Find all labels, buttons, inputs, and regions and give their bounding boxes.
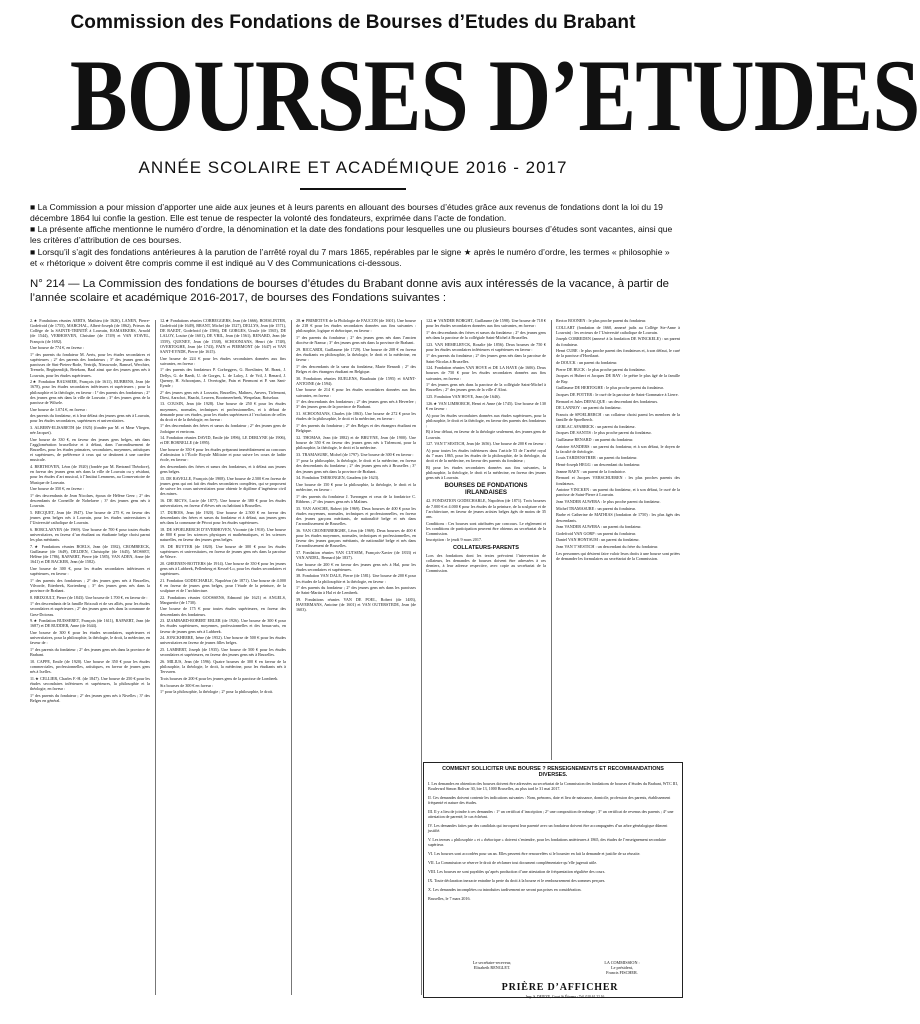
foundation-entry: 15. DE RAVELLE, François (de 1908). Une bourse de 2.500 € en faveur de jeunes gens qui ont fait des études secondaires complètes, qui se proposent de suivre les cours universitaires pour obtenir le diplôme d’ingénieur civil des mines.: [160, 475, 286, 497]
foundation-entry: X. Les demandes incomplètes ou introduites tardivement ne seront pas prises en considération.: [428, 886, 582, 892]
foundation-entry: 36. VAN CRONENBERGHE, Léon (de 1969). Deux bourses de 400 € pour les études moyennes, normales, techniques et professionnelles, en faveur des jeunes garçons méritants, de nationalité belge et nés dans l’arrondissement de Bruxelles.: [296, 527, 416, 549]
signature-president: [577, 960, 667, 975]
foundation-entry: 32. THOMAS, Jean (de 1882) et de BRUYNE, Jean (de 1900). Une bourse de 350 € en faveur des jeunes gens nés à Tirlemont, pour la philosophie, la théologie, le droit et la médecine.: [296, 434, 416, 450]
foundation-entry: 1° des parents du fondateur ; 2° des jeunes gens nés dans la paroisse de Saint-Nicolas à Bruxelles.: [426, 353, 546, 364]
foundation-entry: 1° des parents du fondateur J. Tserongen et ceux de la fondatrice C. Ribbens ; 2° des jeunes gens nés à Malines.: [296, 493, 416, 504]
foundation-entry: 17. DUBOIS, Jean (de 1920). Une bourse de 2.500 € en faveur des descendants des frères et sœurs du fondateur et à défaut, aux jeunes gens nés dans la commune de Pécrot pour les études supérieures.: [160, 509, 286, 526]
foundation-entry: IV. Les demandes faites par des candidats qui invoquent leur parenté avec un fondateur doivent être accompagnées d’un arbre généalogique dûment justifié.: [428, 822, 668, 833]
foundation-entry: Pierre DE BUCK : le plus proche parent du fondateur.: [556, 366, 646, 372]
foundation-entry: 2★ Fondation BAUSSIER, François (de 1611), RUBBENS, Jean (de 1678), pour les études secondaires inférieures et supérieures ; pour la philosophie et la théologie, en faveur : 1° des parents des fondateurs ; 2° des jeunes gens nés dans la ville de Louvain ; 3° des jeunes gens de la paroisse de Wilsele.: [30, 379, 150, 405]
foundation-entry: Francis de SPOELBERCH : un collateur choisi parmi les membres de la famille de Spoelberch.: [556, 411, 680, 422]
foundation-entry: A) pour toutes les études inférieures dans l’article 53 de l’arrêté royal du 7 mars 1865, pour les études de la philosophie, de la théologie, du droit et de la médecine, en faveur des parents du fondateur ;: [426, 447, 546, 464]
foundation-entry: Une bourse de 200 € en faveur des jeunes gens nés à Hal, pour les études secondaires et supérieures.: [296, 561, 416, 572]
foundation-entry: Bernard et Jules DEFALQUE : un descendant des fondateurs.: [556, 398, 659, 404]
foundation-entry: COLLART (fondation de 1660, annexé jadis au Collège Ste-Anne à Louvain) : les recteurs de l’Université catholique de Louvain.: [556, 324, 680, 335]
intro-paragraph-contents: ■ La présente affiche mentionne le numéro d’ordre, la dénomination et la date des fondations pour lesquelles une ou plusieurs bourses d’études sont vacantes, ainsi que les critères d’attribution de ces bourses.: [30, 224, 673, 245]
foundation-entry: 26. MILIUS, Jean (de 1596). Quatre bourses de 300 € en faveur de la philosophie, la théologie, le droit, la médecine, pour les étudiants nés à Tervuren.: [160, 658, 286, 675]
foundation-entry: Une bourse de 150 € pour la philosophie, la théologie, le droit et la médecine, en faveur :: [296, 481, 416, 493]
intro-paragraph-terms: ■ Lorsqu’il s’agit des fondations antérieures à la parution de l’arrêté royal du 7 mars 1865, repérables par le signe ★ après le numéro d’ordre, les termes « philosophie » et « rhétorique » doivent être compris comme il est indiqué au V des Communications ci-dessous.: [30, 247, 670, 268]
please-post-notice: PRIÈRE D’AFFICHER: [501, 982, 619, 993]
foundation-entry: Une bourse de 330 €, en faveur des jeunes gens belges, nés dans l’agglomération bruxelloise et à défaut, dans l’arrondissement de Bruxelles, pour les études primaires, secondaires, moyennes, artistiques et supérieures, de préférence à ceux qui se destinent à une carrière musicale.: [30, 436, 150, 463]
secretary-name: Elisabeth RENGLET.: [473, 965, 511, 970]
foundation-entry: Daniel VAN HONTSUM : un parent du fondateur.: [556, 537, 640, 543]
foundation-entry: 1° des descendants de Jean Nicolaes, époux de Hélène Geez ; 2° des descendants de Corneille de Nobelaere ; 3° des jeunes gens nés à Louvain.: [30, 492, 150, 509]
foundation-entry: Guillaume DE HERTOGHE : le plus proche parent du fondateur.: [556, 385, 664, 391]
foundation-entry: Barbe et Catherine de MATHIAS (fondation de 1750) : les plus âgés des descendants.: [556, 512, 680, 523]
foundation-entry: 1° des parents du fondateur ; 2° des jeunes gens nés à Nivelles ; 3° des Belges en général.: [30, 692, 150, 703]
foundation-entry: II. Ces demandes doivent contenir les indications suivantes : Nom, prénoms, date et lieu de naissance, domicile, profession des parents, établissement fréquenté et nature des études.: [428, 795, 671, 805]
foundation-entry: des parents du fondateur, et à leur défaut des jeunes gens nés à Louvain, pour les études secondaires, supérieures et universitaires.: [30, 413, 150, 424]
foundation-entry: 1° des parents du fondateur ; 2° des Belges et des étrangers étudiant en Belgique.: [296, 422, 416, 433]
foundation-entry: Six bourses de 300 € en faveur :: [160, 682, 214, 688]
foundation-entry: Jacques DE SANTIS : le plus proche parent du fondateur.: [556, 430, 652, 436]
academic-year-subtitle: ANNÉE SCOLAIRE ET ACADÉMIQUE 2016 - 2017: [138, 158, 568, 177]
foundation-entry: 30. Fondations réunies RUELENS, Baudouin (de 1595) et SAINT-ANTOINE (de 1594).: [296, 375, 416, 386]
foundation-entry: 124. Fondation réunies VAN HOVE et DE LA HAYE (de 1606). Deux bourses de 750 € pour les études secondaires données aux fins suivantes, en faveur :: [426, 365, 546, 381]
foundation-entry: 19. DE RUYTER (de 1820). Une bourse de 300 € pour les études supérieures et universitaires, en faveur de jeunes gens nés dans la paroisse de Wavre.: [160, 543, 286, 560]
foundation-entry: 122.★ VANDER BORGHT, Guillaume (de 1598). Une bourse de 718 € pour les études secondaires données aux fins suivantes, en faveur :: [426, 318, 546, 329]
foundation-entry: 1° des parents du fondateur ; 2° des jeunes gens nés dans la province de Brabant.: [30, 647, 150, 658]
column-separator: [155, 320, 156, 995]
foundation-entry: 1° pour la philosophie, la théologie ; 2° pour la philosophie, le droit.: [160, 689, 274, 695]
foundation-entry: 13. COUSIN, Jean (de 1928). Une bourse de 250 € pour les études moyennes, normales, techniques et professionnelles, et à défaut de demande pour ces études, pour les études supérieures à l’exclusion de celles du droit et de la théologie, en faveur :: [160, 401, 287, 422]
commission-label: LA COMMISSION :: [604, 960, 640, 965]
foundation-entry: Inscription : le jeudi 9 mars 2017.: [426, 537, 483, 543]
foundation-entry: VII. La Commission se réserve le droit de réclamer tout document complémentaire qu’elle jugerait utile.: [428, 859, 598, 865]
foundation-entry: Une bourse de 300 €, pour les études secondaires inférieures et supérieures, en faveur :: [30, 565, 150, 577]
foundation-entry: Louis TARDENSTRER : un parent du fondateur.: [556, 455, 638, 461]
foundation-entry: Conditions : Ces bourses sont attribuées par concours. Le règlement et les conditions de participation peuvent être obtenus au secrétariat de la Commission.: [426, 520, 546, 536]
foundation-entry: de DOUCK : un parent du fondateur.: [556, 360, 618, 366]
foundation-entry: 9.★ Fondation BUISSERET, François (de 1611), RAPAERT, Jean (de 1687) et DE RUDDER, Anne (de 1644).: [30, 618, 150, 629]
foundation-entry: 11.★ CELLIER, Charles F.-H. (de 1847). Une bourse de 250 € pour les études secondaires inférieures et supérieures, la philosophie et la théologie, en faveur :: [30, 675, 150, 692]
column-separator: [421, 320, 422, 995]
foundation-entry: 23. IZAMBARD-ROBERT ERLER (de 1926). Une bourse de 300 € pour les études supérieures, moyennes, professionnelles et des beaux-arts, en faveur de jeunes gens nés à Lubbeek.: [160, 618, 286, 634]
foundation-entry: 1° des descendants des frères et sœurs du fondateur ; 2° des jeunes gens de Jodoigne et environs.: [160, 423, 286, 434]
foundation-entry: Antoine VINCKEN : un parent du fondateur, et à son défaut, le curé de la paroisse de Saint-Pierre à Louvain.: [556, 487, 680, 498]
foundation-entry: 20. GHEENEN-BOTTERS (de 1914). Une bourse de 350 € pour les jeunes gens nés à Lubbeek, Pellenberg et Kessel-Lo, pour les études secondaires et supérieures.: [160, 560, 286, 577]
foundation-entry: Bernard et Jacques VERSCHUEREN : les plus proches parents des fondateurs.: [556, 475, 680, 486]
foundation-entry: Jean VAN T’SESTICH : un descendant du frère du fondateur.: [556, 544, 659, 550]
foundation-entry: 127. VAN T’SESTICH, Jean (de 1656). Une bourse de 200 € en faveur :: [426, 441, 546, 447]
foundation-entry: des descendants des frères et sœurs des fondateurs, et à défaut aux jeunes gens belges.: [160, 464, 286, 475]
foundation-entry: 1° des jeunes gens nés dans la paroisse de la collégiale Saint-Michel à Bruxelles ; 2° des jeunes gens de la ville d’Alost.: [426, 382, 546, 393]
president-role: Le président,: [611, 965, 633, 970]
foundation-entry: 7.★ Fondations réunies BOELS, Jean (de 1582), CROMBEECK, Guillaume (de 1649), DELDEN, Christophe (de 1645), MOSSET, Hélène (de 1786), RAPAERT, Pierre (de 1585), VAN ADEN, Anne (de 1641) et DE BACKER, Jean (de 1582).: [30, 543, 150, 565]
foundation-entry: Jacques DE POTTER : le curé de la paroisse de Saint-Gommaire à Lierre.: [556, 391, 679, 397]
collateurs-paragraph: Lors des fondations dont les textes prévoient l’intervention de collateurs, les demandes de bourses doivent être adressées à ces derniers, à leur adresse respective, avec copie au secrétariat de la Commission.: [426, 552, 546, 574]
foundation-entry: 14. Fondation réunies DAVID, Emile (de 1896), LE DERLYNE (de 1906), et DE BORNELLE (de 1895).: [160, 435, 286, 446]
foundation-entry: 123. VAN HEMELRYCK, Rosalie (de 1856). Deux bourses de 750 € pour les études secondaires inférieures et supérieures en faveur :: [426, 341, 546, 352]
foundation-entry: 126.★ VAN LIMBORCH, Henri et Anne (de 1745). Une bourse de 130 € en faveur :: [426, 400, 546, 411]
foundation-entry: Une bourse de 774 €, en faveur :: [30, 345, 85, 351]
foundation-entry: IX. Toute déclaration inexacte entraîne la perte du droit à la bourse et le remboursement des sommes perçues.: [428, 877, 606, 883]
foundation-entry: Godefroid VAN GORP : un parent du fondateur.: [556, 530, 636, 536]
column-1: [30, 318, 150, 1002]
foundation-entry: Antoine SANDERS : un parent du fondateur, et à son défaut, le doyen de la faculté de théologie.: [556, 443, 680, 454]
title-divider: [300, 188, 406, 190]
column-2: [160, 318, 286, 1002]
foundation-entry: 1° pour la philosophie, la théologie, le droit et la médecine, en faveur des descendants du fondateur ; 2° des jeunes gens nés à Bruxelles ; 3° des jeunes gens nés dans la province de Brabant.: [296, 458, 416, 474]
foundation-entry: I. Les demandes en obtention des bourses doivent être adressées au secrétariat de la Commission des fondations de bourses d’études du Brabant, WTC III, Boulevard Simon Bolivar 30, bte 13, 1000 Bruxelles, au plus tard le 31 mai 2017.: [428, 781, 678, 791]
column-separator: [291, 320, 292, 995]
foundation-entry: 42. FONDATION GODECHARLE, Napoléon (de 1871). Trois bourses de 7.000 € et 4.000 € pour les études de la peinture, de la sculpture et de l’architecture, en faveur de jeunes artistes belges âgés de moins de 35 ans.: [426, 498, 546, 519]
foundation-entry: 25. LAMBERT, Joseph (de 1935). Une bourse de 500 € pour les études secondaires et supérieures, en faveur des jeunes gens nés à Bruxelles.: [160, 647, 286, 658]
foundation-entry: 4. BERTHOVEN, Léon (de 1920) (fondée par M. Bertrand Théodore), en faveur des jeunes gens nés dans la ville de Louvain ou y résidant, pour les études d’art musical, à l’Institut Lemmens, au Conservatoire de Musique de Louvain.: [30, 464, 150, 485]
foundation-entry: Une bourse de 300 € pour les études secondaires, supérieures et universitaires, pour la philosophie, la théologie, le droit, la médecine, en faveur de :: [30, 630, 150, 646]
godecharle-entries: [426, 498, 546, 542]
foundation-entry: 1° des descendants de la sœur du fondateur, Marie Renardi ; 2° des Belges et des étrangers étudiant en Belgique.: [296, 363, 416, 374]
signature-secretary: [447, 960, 537, 970]
column-4-entries: [426, 318, 546, 480]
intro-paragraph-mission: ■ La Commission a pour mission d’apporter une aide aux jeunes et à leurs parents en allouant des bourses d’études grâce aux revenus de fondations dont la loi du 19 décembre 1864 lui confie la gestion. Elle est tenue de respecter la volonté des fondateurs, exprimée dans l’acte de fondation.: [30, 202, 663, 223]
foundation-entry: 34. Fondation TSERONGEN, Gaudens (de 1623).: [296, 475, 380, 481]
communications-list: [428, 782, 678, 893]
foundation-entry: 31. SCHOONJANS, Charles (de 1863). Une bourse de 272 € pour les études de la philosophie, le droit et la médecine, en faveur :: [296, 411, 416, 422]
foundation-entry: 29. RICCARDI, Guillaume (de 1729). Une bourse de 208 € en faveur des étudiants en philosophie, la théologie, le droit et la médecine, en faveur :: [296, 346, 416, 363]
foundation-entry: 35. VAN ASSCHE, Robert (de 1969). Deux bourses de 400 € pour les études moyennes, normales, techniques et professionnelles, en faveur des jeunes garçons méritants, de nationalité belge et nés dans l’arrondissement de Bruxelles.: [296, 505, 416, 526]
foundation-entry: Une bourse de 350 €, en faveur :: [30, 486, 85, 492]
foundation-entry: B) pour les études secondaires données aux fins suivantes, la philosophie, la théologie, le droit et la médecine, en faveur des jeunes gens nés à Louvain.: [426, 464, 546, 481]
column-separator: [551, 320, 552, 760]
foundation-entry: 24. JONCKHEERE, Irène (de 1952). Une bourse de 500 € pour les études universitaires en faveur de jeunes filles belges.: [160, 635, 286, 646]
foundation-entry: Guillaume RENARD : un parent du fondateur.: [556, 436, 634, 442]
foundation-entry: 12.★ Fondations réunies CORBEGGERS, Jean (de 1666), BOESLINTER, Godefroid (de 1649), BRANT, Michel (de 1527), DELLYS, Jean (de 1571), DE RAEDT, Godefroid (de 1586), DE GORGES, Ursule (de 1565), DE LALOY, Louise (de 1601), DE VRIL, Jean (de 1561), RENARD, Jean (de 1559), QUENEY, Jean (de 1538), SCHOONJANS, Henri (de 1748), OVERTOGHE, Jean (de 1743), PAIN et PIERMONT (de 1647) et VAN SANT-EYNDE, Pierre (de 1615).: [160, 318, 286, 354]
foundation-entry: 5. BECQUET, Jean (de 1947). Une bourse de 275 €, en faveur des jeunes gens belges nés à Louvain, pour les études universitaires à l’Université catholique de Louvain.: [30, 509, 150, 526]
foundation-entry: 1° des descendants de la famille Brixoult et de ses alliés, pour les études secondaires et supérieures ; 2° des jeunes gens nés dans la commune de Grez-Doiceau.: [30, 601, 150, 617]
foundation-entry: 1° des descendants des fondateurs ; 2° des jeunes gens nés à Heverlee ; 3° des jeunes gens de la province de Brabant.: [296, 399, 416, 410]
commission-header: Commission des Fondations de Bourses d’Etudes du Brabant: [70, 12, 636, 33]
foundation-entry: 18. DE SPOELBERCH D’EVERHOVEN, Vicomte (de 1910). Une bourse de 800 € pour les sciences physiques et mathématiques, et les sciences naturelles, en faveur des jeunes gens belges.: [160, 526, 286, 543]
secretary-role: Le secrétaire-receveur,: [472, 960, 512, 965]
communications-title: COMMENT SOLLICITER UNE BOURSE ? RENSEIGNEMENTS ET RECOMMANDATIONS DIVERSES.: [442, 766, 664, 778]
foundation-entry: 38. Fondation VAN DALE, Pierre (de 1581). Une bourse de 200 € pour les études de la philosophie et la théologie, en faveur :: [296, 573, 416, 584]
foundation-entry: 3. ALBERY-ELISABETH (de 1925) (fondée par M. et Mme Vliegen, née Jacquet).: [30, 424, 150, 436]
foundation-entry: 1° des parents du fondateur ; 2° des jeunes gens nés dans l’ancien diocèse de Namur ; 3° des jeunes gens nés dans la province de Brabant.: [296, 334, 416, 346]
foundation-entry: 2.★ Fondations réunies AERTS, Mathieu (de 1626), LANEN, Pierre-Godefroid (de 1755), MARCHAL, Albert-Joseph (de 1862), Prieurs du Collège de la SAINTE-TRINITÉ à Louvain, RAMAEKERS, Arnold (de 1544), VERHOEVEN, Christine (de 1749) et VAN STAVEL, François (de 1692).: [30, 318, 150, 344]
column-4: [426, 318, 546, 758]
foundation-entry: Une bourse de 175 € pour toutes études supérieures, en faveur des descendants des fondateurs.: [160, 606, 286, 617]
foundation-entry: 22. Fondations réunies GOOSSENS, Edmond (de 1621) et ANGELS, Marguerite (de 1730).: [160, 594, 286, 605]
foundation-entry: 6. BORCLAEYEN (de 1969). Une bourse de 700 € pour toutes études universitaires, en faveur d’un étudiant ou étudiante belge choisi parmi les plus méritants.: [30, 526, 150, 543]
column-3: [296, 318, 416, 1002]
foundation-entry: Rector BOONEN : le plus proche parent du fondateur.: [556, 318, 647, 323]
foundation-entry: V. Les termes « philosophie » et « rhétorique » doivent s’entendre, pour les fondations antérieures à 1865, des études de l’enseignement secondaire supérieur.: [428, 836, 667, 847]
place-date: Bruxelles, le 7 mars 2016.: [428, 895, 471, 901]
foundation-entry: Jeanne RAEY : un parent de la fondatrice.: [556, 468, 626, 474]
foundation-entry: 28.★ PRIMETIVE de la Philologie de FAUCON (de 1601). Une bourse de 218 € pour les études secondaires données aux fins suivantes : philosophie, logique et rhétorique, en faveur :: [296, 318, 416, 334]
foundation-entry: B) à leur défaut, en faveur de la théologie seulement, des jeunes gens de Louvain.: [426, 429, 546, 440]
foundation-entry: 1° des parents du fondateur M. Aerts, pour les études secondaires et supérieures ; 2° des parents des fondateurs ; 3° des jeunes gens des paroisses de Sint-Pieters-Rode, Vertrijk, Nieuwrode, Ramsel, Werchter, Tremelo, Begijnendijk, Betekom, Baal ainsi que des jeunes gens nés à Louvain, pour les études supérieures.: [30, 351, 150, 378]
hero-title: BOURSES D’ETUDES: [69, 39, 920, 153]
foundation-entry: 10. CAPPE, Emile (de 1920). Une bourse de 350 € pour les études commerciales, professionnelles, artistiques, en faveur de jeunes gens nés à Ixelles.: [30, 658, 150, 675]
notice-214: N° 214 — La Commission des fondations de bourses d’études du Brabant donne avis aux intéressés de la vacance, à partir de l’année scolaire et académique 2016-2017, de bourses des Fondations suivantes :: [30, 278, 670, 304]
printer-credit: Imp. S. DEJEYE, Court St Étienne - Tél. 010 61 22 16: [525, 995, 605, 999]
irish-foundations-heading: BOURSES DE FONDATIONS IRLANDAISES: [444, 482, 528, 497]
foundation-entry: DE LANNOY : un parent du fondateur.: [556, 405, 622, 411]
foundation-entry: 1° des parents du fondateur ; 2° des jeunes gens nés dans les paroisses de Saint-Martin à Hal et de Lembeek.: [296, 585, 416, 596]
collateurs-heading: COLLATEURS-PARENTS: [453, 544, 519, 551]
foundation-entry: Une bourse de 214 € pour les études secondaires données aux fins suivantes, en faveur :: [296, 387, 416, 398]
foundation-entry: 21. Fondation GODECHARLE, Napoléon (de 1871). Une bourse de 4.000 € en faveur de jeunes gens belges, pour l’étude de la peinture, de la sculpture et de l’architecture.: [160, 577, 286, 593]
foundation-entry: Trois bourses de 200 € pour les jeunes gens de la paroisse de Lombeek.: [160, 675, 279, 681]
foundation-entry: Jean VANDER AUWERA : un parent du fondateur.: [556, 524, 642, 530]
foundation-entry: Les personnes qui désirent faire valoir leurs droits à une bourse sont priées de demander les formulaires au secrétariat de la Commission.: [556, 550, 680, 561]
foundation-entry: Henri CUBE : le plus proche parent des fondateurs et, à son défaut, le curé de la paroisse d’Hoeilaart.: [556, 348, 680, 359]
foundation-entry: Une bourse de 224 € pour les études secondaires données aux fins suivantes, en faveur :: [160, 355, 286, 366]
column-5: [556, 318, 680, 758]
foundation-entry: 125. Fondation VAN HOVE, Jean (de 1646).: [426, 394, 501, 400]
foundation-entry: Jean VANDER AUWERA : le plus proche parent du fondateur.: [556, 499, 661, 505]
foundation-entry: Une bourse de 350 € pour les études préparant immédiatement au concours d’admission à l’École Royale Militaire et pour suivre les cours de ladite école, en faveur :: [160, 447, 286, 463]
foundation-entry: VIII. Les bourses ne sont payables qu’après production d’une attestation de fréquentation régulière des cours.: [428, 868, 606, 874]
foundation-entry: Michel TRAMASURE : un parent du fondateur.: [556, 505, 636, 511]
foundation-entry: VI. Les bourses sont accordées pour un an. Elles peuvent être renouvelées si le boursier en fait la demande et justifie de sa réussite.: [428, 850, 641, 856]
foundation-entry: GERLAC AFABRICK : un parent du fondateur.: [556, 423, 636, 429]
foundation-entry: 1° des descendants des frères et sœurs du fondateur ; 2° des jeunes gens nés dans la paroisse de la collégiale Saint-Michel à Bruxelles.: [426, 329, 546, 340]
foundation-entry: Une bourse de 1.074 €, en faveur :: [30, 406, 88, 412]
foundation-entry: A) pour les études secondaires données aux études supérieures, pour la philosophie, le droit et la théologie, en faveur des parents des fondateurs ;: [426, 412, 546, 428]
foundation-entry: 8. BRIXOULT, Pierre (de 1843). Une bourse de 1.700 €, en faveur de :: [30, 594, 148, 600]
foundation-entry: 37. Fondation réunies VAN CUTSEM, François-Xavier (de 1833) et VAN ANDEL, Bernard (de 1837).: [296, 549, 416, 560]
foundation-entry: 2° des jeunes gens nés à Louvain, Bruxelles, Malines, Anvers, Tirlemont, Diest, Aarschot, Haacht, Leuven, Boortmeerbeek, Wespelaar, Rotselaar.: [160, 389, 286, 400]
foundation-entry: 33. TRAMASURE, Michel (de 1797). Une bourse de 300 € en faveur :: [296, 451, 414, 457]
foundation-entry: Joseph CORREDEN (annexé à la fondation DE WINCKELE) : un parent du fondateur.: [556, 336, 680, 347]
foundation-entry: 1° des parents des fondateurs P. Corbeggers, G. Boeslinter, M. Brant, J. Dellys, G. de Raedt, U. de Gorges, L. de Laloy, J. de Vril, J. Renard, J. Queney, H. Schoonjans, J. Overtoghe, Pain et Piermont et P. van Sant-Eynde ;: [160, 367, 286, 388]
foundation-entry: 39. Fondations réunies VAN DE POEL, Robert (de 1483), HAVERMANS, Antoine (de 1601) et VAN OUTERSTEDE, Jean (de 1603).: [296, 597, 416, 613]
foundation-entry: Jacques et Hubert et Jacques DE BAY : le prêtre le plus âgé de la famille de Bay.: [556, 373, 680, 384]
foundation-entry: 16. DE RICYS, Lucie (de 1877). Une bourse de 380 € pour les études universitaires, en faveur d’élèves nés ou habitant à Bruxelles.: [160, 498, 286, 509]
foundation-entry: III. Il y a lieu de joindre à ces demandes : 1° un certificat d’inscription ; 2° une composition de ménage ; 3° un certificat de revenus des parents ; 4° une attestation de parenté, le cas échéant.: [428, 808, 674, 819]
foundation-entry: 1° des parents des fondateurs ; 2° des jeunes gens nés à Bruxelles, Vilvorde, Etterbeek, Kortenberg ; 3° des jeunes gens nés dans la province de Brabant.: [30, 577, 150, 593]
foundation-entry: Henri-Joseph HEGG : un descendant du fondateur.: [556, 462, 641, 468]
president-name: Francis FISCHER.: [606, 970, 638, 975]
